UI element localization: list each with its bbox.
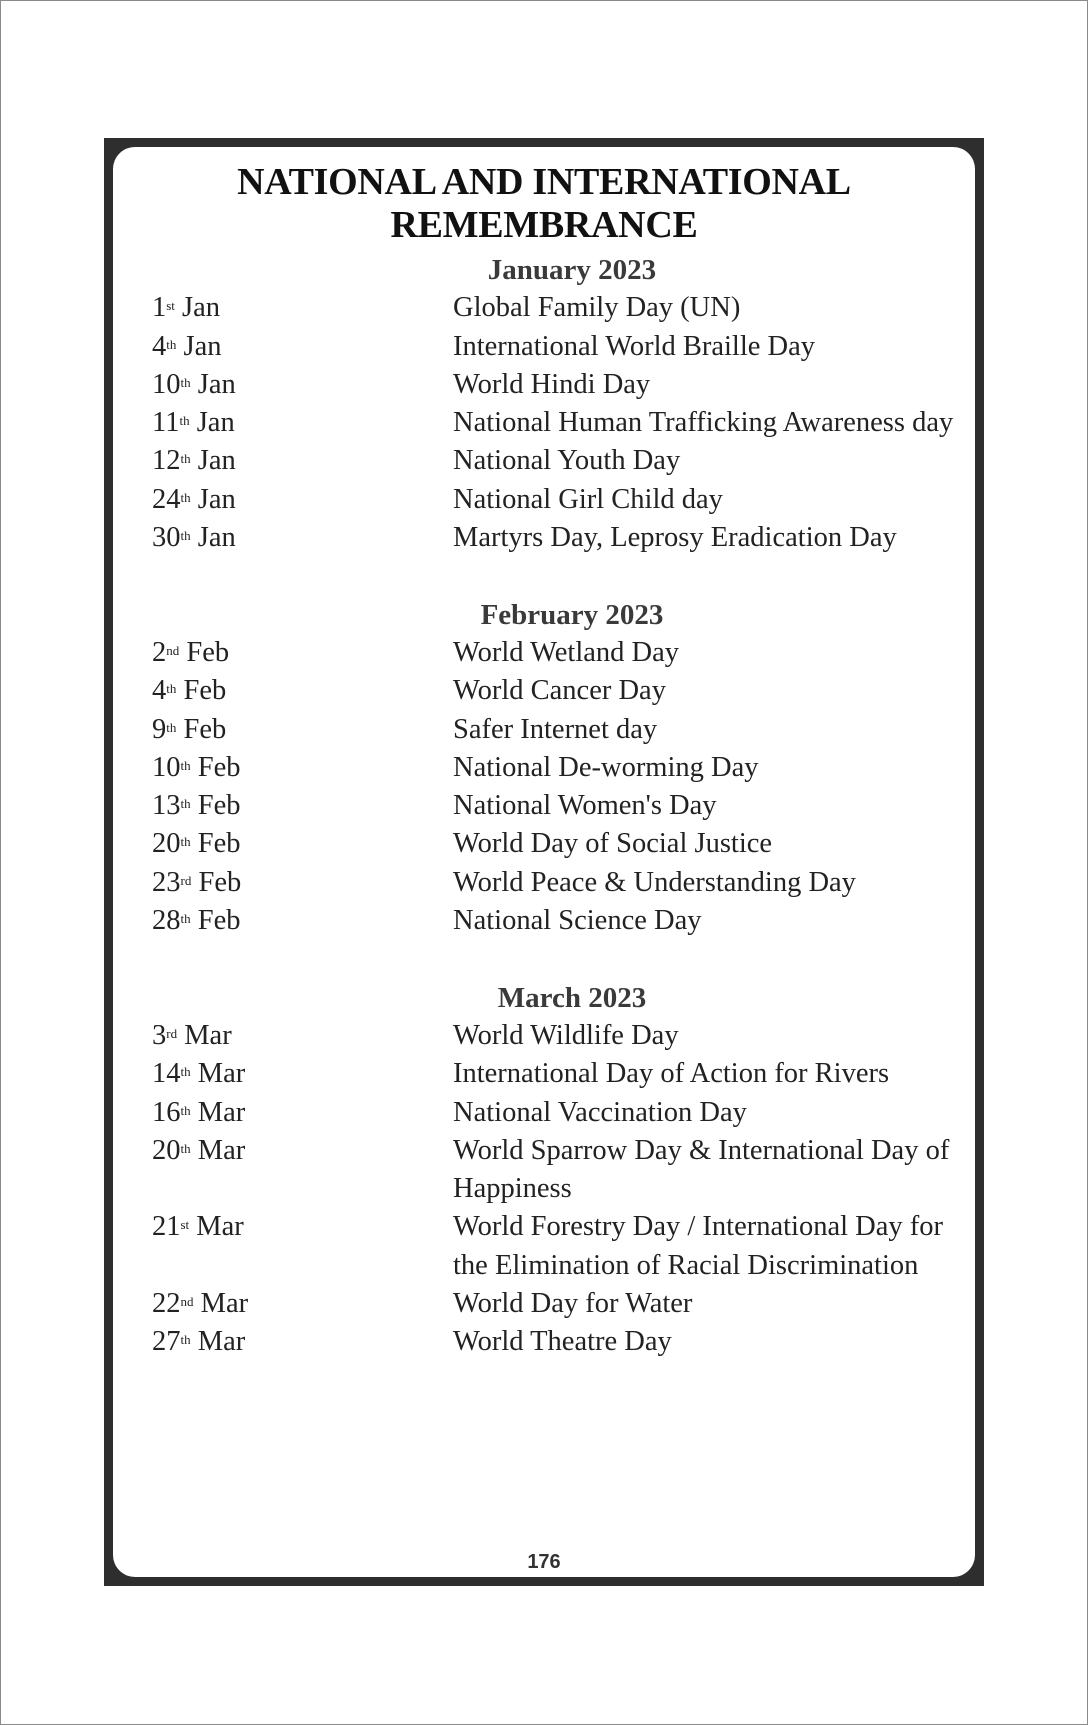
entry-day-suffix: th [180,911,191,927]
entry-date [152,1094,453,1132]
entry-day: 20 [152,828,181,860]
entry-date [152,328,453,366]
entry-event: International World Braille Day [453,330,816,362]
entry-month: Mar [197,1058,246,1090]
entry-event: World Forestry Day / International Day for the Elimination of Racial Discrimination [453,1211,943,1281]
month-section [152,596,972,941]
month-section [152,979,972,1362]
content-panel [113,147,975,1577]
entry-day: 13 [152,790,181,822]
entry-month: Feb [197,751,241,783]
list-item [152,366,972,404]
entry-event: World Day for Water [453,1288,693,1320]
list-item [152,634,972,672]
entry-day: 10 [152,368,181,400]
list-item [152,1132,972,1209]
entry-day: 4 [152,675,167,707]
entry-event: World Day of Social Justice [453,828,773,860]
entry-day-suffix: th [180,1332,191,1348]
entry-day: 20 [152,1134,181,1166]
entry-event: World Theatre Day [453,1326,672,1358]
entry-date [152,404,453,442]
entry-day: 21 [152,1211,181,1243]
entry-date [152,481,453,519]
entry-day-suffix: th [180,834,191,850]
entry-day: 27 [152,1326,181,1358]
entry-event: National Women's Day [453,790,717,822]
entry-day: 22 [152,1288,181,1320]
entry-day: 11 [152,407,180,439]
list-item [152,289,972,327]
entry-date [152,1055,453,1093]
list-item [152,328,972,366]
entry-event: World Cancer Day [453,675,666,707]
entry-day: 16 [152,1096,181,1128]
entry-month: Mar [197,1326,246,1358]
month-heading: February 2023 [480,598,664,631]
entry-month: Jan [196,407,235,439]
entry-event: National Youth Day [453,445,681,477]
list-item [152,787,972,825]
entry-date [152,749,453,787]
list-item [152,1323,972,1361]
entry-day: 14 [152,1058,181,1090]
entry-day: 28 [152,905,181,937]
entry-month: Mar [196,1211,244,1243]
list-item [152,1017,972,1055]
entry-day-suffix: th [180,796,191,812]
entry-date [152,1323,453,1361]
list-item [152,442,972,480]
entry-day-suffix: th [180,1102,191,1118]
entry-date [152,1285,453,1323]
entry-date [152,634,453,672]
entry-month: Jan [197,483,236,515]
entry-day: 1 [152,292,167,324]
entry-day-suffix: th [180,451,191,467]
list-item [152,864,972,902]
entry-date [152,1208,453,1285]
entry-event: National Science Day [453,905,702,937]
entry-day: 10 [152,751,181,783]
list-item [152,481,972,519]
list-item [152,519,972,557]
page-title-line-1: NATIONAL AND INTERNATIONAL [237,161,851,203]
entry-month: Feb [197,905,241,937]
entry-date [152,825,453,863]
entry-day: 3 [152,1019,167,1051]
entry-day-suffix: th [180,528,191,544]
entry-event: National Girl Child day [453,483,723,515]
entry-date [152,672,453,710]
list-item [152,749,972,787]
page-frame [104,138,984,1586]
month-heading: January 2023 [487,254,657,286]
page-title [113,161,975,247]
entry-day-suffix: th [180,1140,191,1156]
entry-event: World Wildlife Day [453,1019,679,1051]
entry-event: National Vaccination Day [453,1096,747,1128]
entry-date [152,289,453,327]
entry-date [152,519,453,557]
entry-day: 30 [152,522,181,554]
month-heading: March 2023 [497,981,647,1014]
entry-event: Martyrs Day, Leprosy Eradication Day [453,522,897,554]
entry-month: Feb [197,828,241,860]
list-item [152,825,972,863]
entry-day-suffix: rd [180,872,192,888]
list-item [152,1285,972,1323]
page-number: 176 [527,1551,561,1573]
entry-month: Feb [197,790,241,822]
entry-day-suffix: th [179,413,190,429]
entry-event: World Peace & Understanding Day [453,866,856,898]
entry-day: 4 [152,330,167,362]
entry-month: Mar [200,1288,249,1320]
entry-month: Jan [197,445,236,477]
entry-month: Feb [198,866,242,898]
entry-day: 23 [152,866,181,898]
month-section [152,251,972,557]
entry-day-suffix: th [180,757,191,773]
list-item [152,1208,972,1285]
entry-date [152,1017,453,1055]
entry-month: Feb [186,636,230,668]
entry-day: 12 [152,445,181,477]
entry-month: Jan [183,330,222,362]
entry-day-suffix: th [166,336,177,352]
entry-event: World Hindi Day [453,368,651,400]
entry-day-suffix: th [180,374,191,390]
list-item [152,711,972,749]
entry-event: National Human Trafficking Awareness day [453,407,954,439]
list-item [152,1055,972,1093]
entry-date [152,366,453,404]
entry-day-suffix: st [180,1217,190,1233]
section-spacer [152,940,972,978]
entry-day-suffix: nd [166,642,180,658]
entry-date [152,787,453,825]
entry-month: Mar [184,1019,232,1051]
entry-event: Safer Internet day [453,713,658,745]
entry-day: 9 [152,713,167,745]
entry-month: Jan [197,368,236,400]
entry-date [152,1132,453,1209]
entry-date [152,442,453,480]
entry-day-suffix: st [166,298,175,314]
page-title-line-2: REMEMBRANCE [390,204,698,246]
entry-day-suffix: rd [166,1025,178,1041]
remembrance-list [152,251,972,1362]
entry-date [152,711,453,749]
entry-month: Jan [182,292,221,324]
entry-date [152,902,453,940]
entry-day-suffix: th [166,681,177,697]
entry-event: National De-worming Day [453,751,759,783]
list-item [152,1094,972,1132]
entry-month: Mar [197,1096,246,1128]
entry-day: 24 [152,483,181,515]
entry-day-suffix: th [166,719,177,735]
entry-month: Feb [183,713,227,745]
entry-event: Global Family Day (UN) [453,292,741,324]
entry-day-suffix: th [180,1064,191,1080]
entry-event: World Sparrow Day & International Day of Happiness [453,1134,950,1205]
entry-date [152,864,453,902]
entry-day: 2 [152,636,167,668]
entry-event: International Day of Action for Rivers [453,1058,890,1090]
entry-month: Jan [197,522,236,554]
entry-month: Feb [183,675,227,707]
list-item [152,672,972,710]
section-spacer [152,557,972,595]
entry-month: Mar [197,1134,246,1166]
entry-day-suffix: nd [180,1294,194,1310]
list-item [152,902,972,940]
list-item [152,404,972,442]
entry-event: World Wetland Day [453,636,679,668]
entry-day-suffix: th [180,489,191,505]
